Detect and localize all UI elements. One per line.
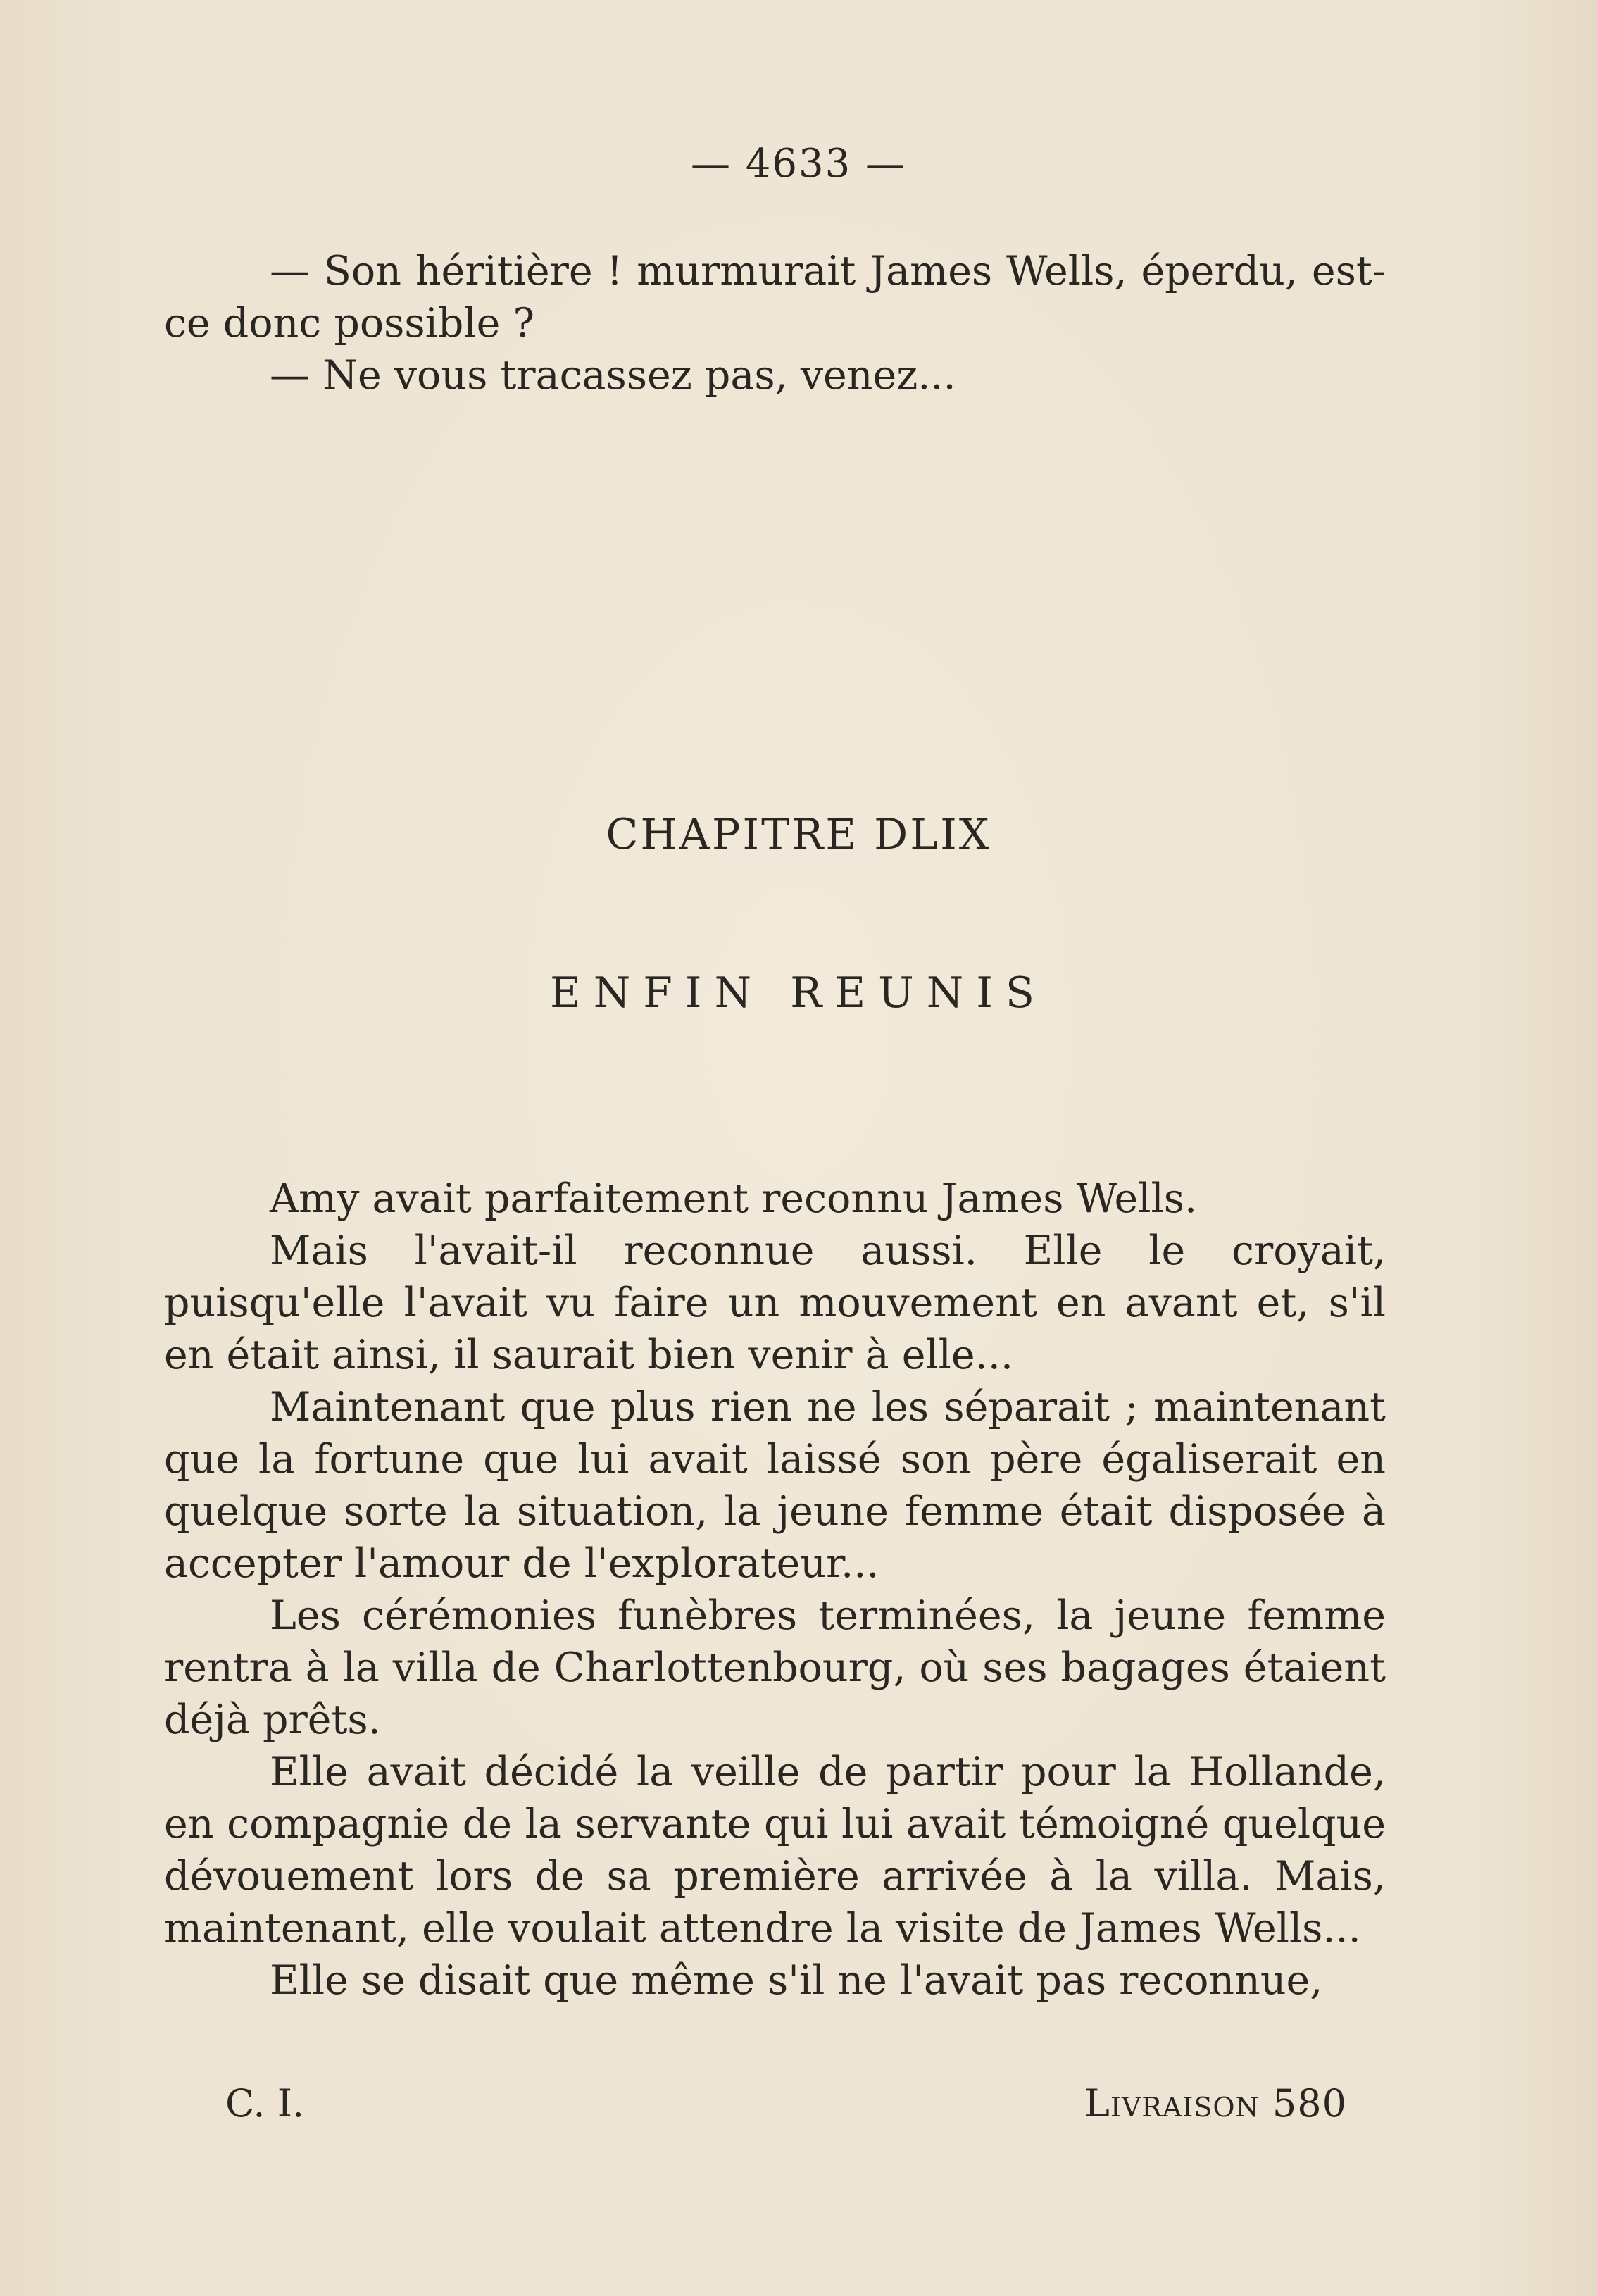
page-number: — 4633 —	[690, 141, 907, 187]
footer-livraison: Livraison 580	[1084, 2081, 1347, 2126]
paragraph: — Son héritière ! murmurait James Wells, éperdu, est-ce donc possible ?	[164, 248, 1386, 347]
paragraph: Les cérémonies funèbres terminées, la jeune femme rentra à la villa de Charlottenbourg, où ses bagages étaient déjà prêts.	[164, 1592, 1386, 1743]
paragraph: Elle se disait que même s'il ne l'avait pas reconnue,	[270, 1957, 1323, 2004]
paragraph: — Ne vous tracassez pas, venez...	[270, 352, 956, 399]
top-text-block	[164, 245, 1386, 401]
paragraph: Maintenant que plus rien ne les séparait ; maintenant que la fortune que lui avait laissé son père égaliserait en quelque sorte la situation, la jeune femme était disposée à accepter l'amour de l'explorateur...	[164, 1384, 1386, 1587]
chapter-number: CHAPITRE DLIX	[606, 810, 991, 859]
chapter-title: ENFIN REUNIS	[549, 968, 1048, 1018]
chapter-body	[164, 1173, 1386, 2007]
paragraph: Mais l'avait-il reconnue aussi. Elle le croyait, puisqu'elle l'avait vu faire un mouvement en avant et, s'il en était ainsi, il saurait bien venir à elle...	[164, 1228, 1386, 1378]
paragraph: Elle avait décidé la veille de partir pour la Hollande, en compagnie de la servante qui lui avait témoigné quelque dévouement lors de sa première arrivée à la villa. Mais, maintenant, elle voulait attendre la visite de James Wells...	[164, 1749, 1386, 1952]
paragraph: Amy avait parfaitement reconnu James Wells.	[270, 1175, 1198, 1222]
footer-signature: C. I.	[225, 2081, 305, 2126]
